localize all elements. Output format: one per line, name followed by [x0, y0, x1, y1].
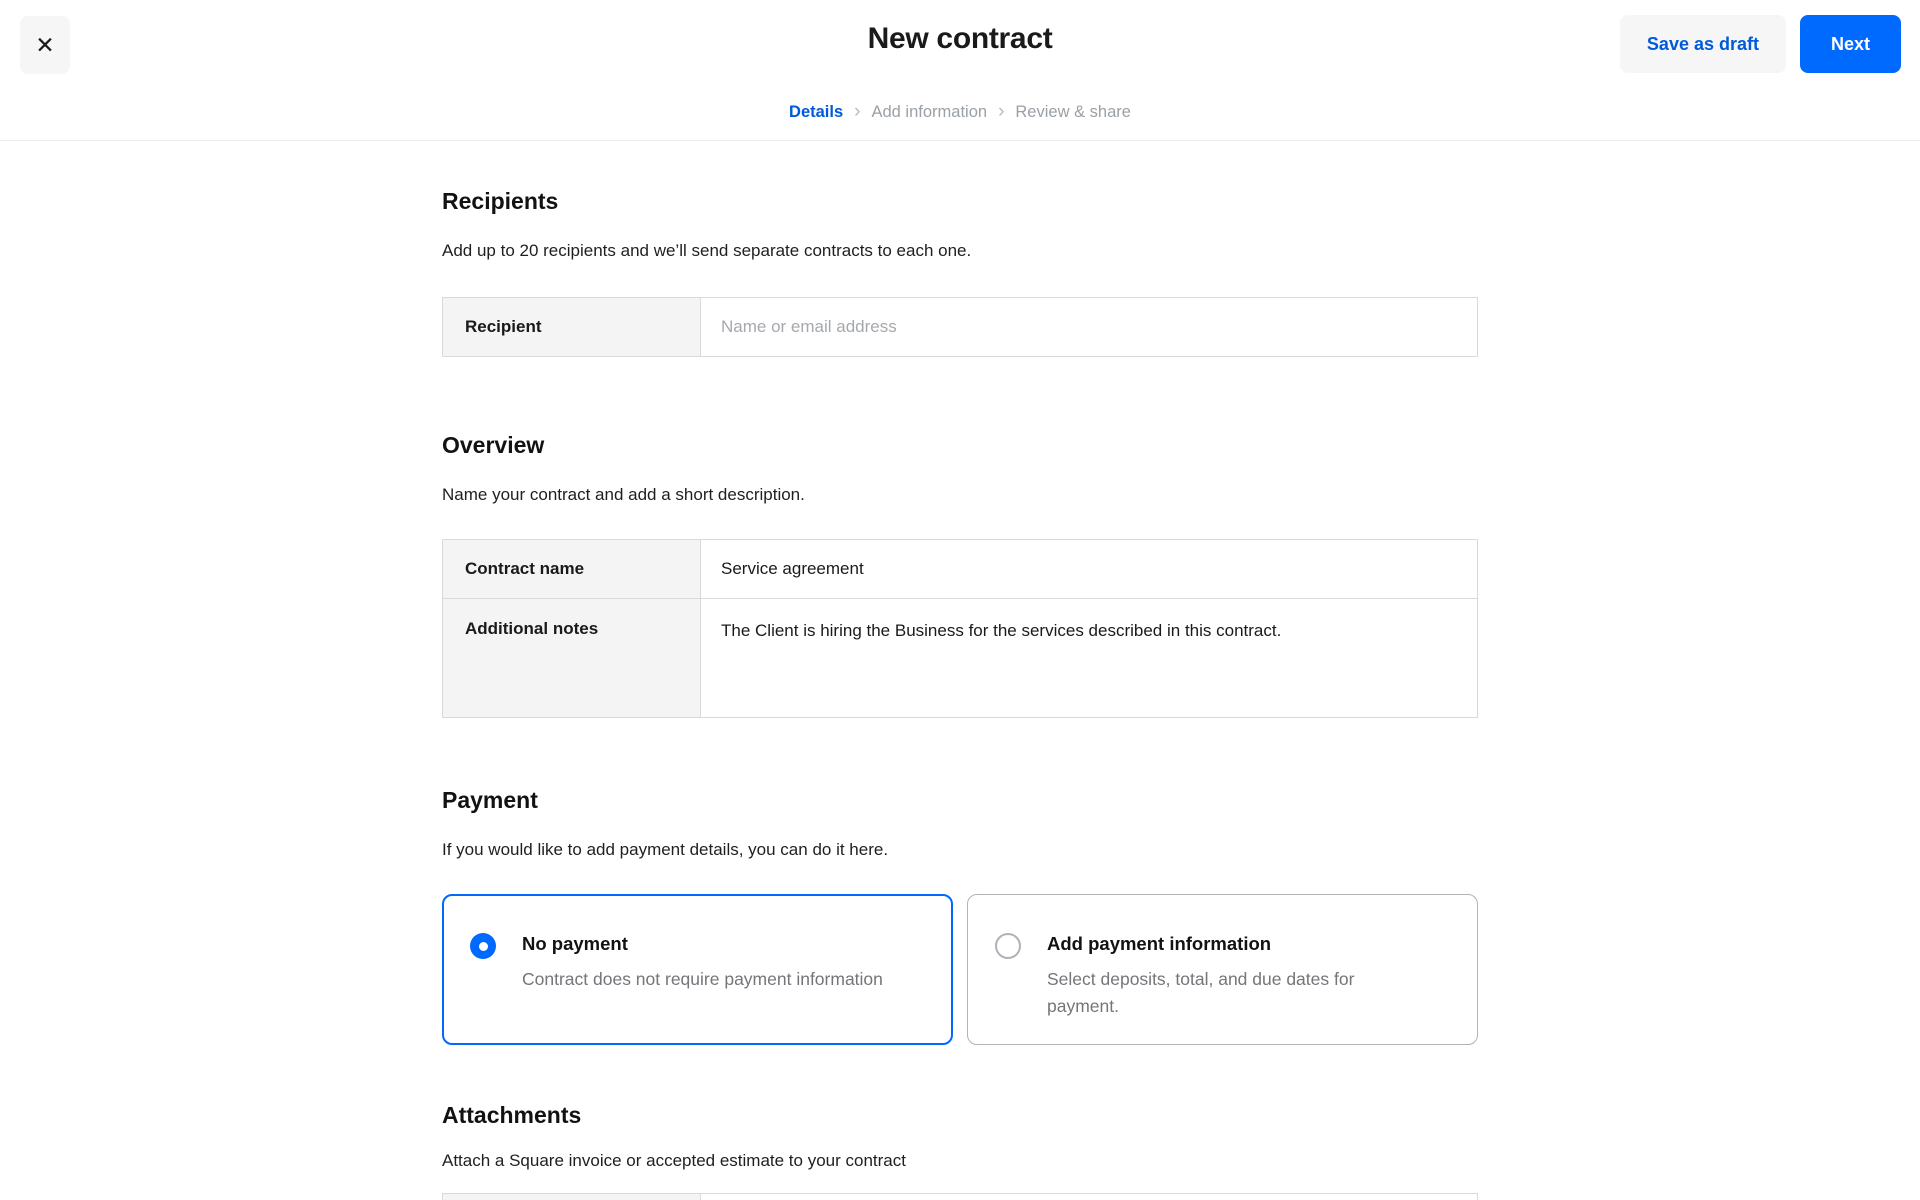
recipient-field-row	[442, 297, 1478, 357]
recipient-field-label: Recipient	[443, 298, 701, 356]
step-breadcrumb	[0, 103, 1920, 122]
chevron-right-icon: ›	[998, 101, 1005, 122]
save-as-draft-button[interactable]: Save as draft	[1620, 15, 1786, 73]
overview-heading: Overview	[442, 432, 545, 458]
contract-form	[442, 141, 1478, 1200]
no-payment-description: Contract does not require payment information	[522, 969, 883, 989]
payment-description: If you would like to add payment details, you can do it here.	[442, 840, 889, 859]
attachments-heading: Attachments	[442, 1102, 582, 1128]
contract-name-row	[443, 540, 1477, 598]
contract-name-input[interactable]	[721, 559, 1457, 579]
recipients-description: Add up to 20 recipients and we’ll send separate contracts to each one.	[442, 241, 972, 260]
payment-heading: Payment	[442, 787, 538, 813]
attachments-description: Attach a Square invoice or accepted estimate to your contract	[442, 1151, 906, 1170]
add-payment-option-card[interactable]	[967, 894, 1478, 1045]
contract-name-label: Contract name	[443, 540, 701, 598]
chevron-right-icon: ›	[854, 101, 861, 122]
next-button[interactable]: Next	[1800, 15, 1901, 73]
step-review-share: Review & share	[1015, 103, 1131, 121]
additional-notes-label: Additional notes	[443, 599, 701, 717]
add-payment-description: Select deposits, total, and due dates for payment.	[1047, 969, 1355, 1016]
no-payment-title: No payment	[522, 933, 628, 954]
topbar-actions	[1620, 15, 1901, 73]
payment-options	[442, 894, 1478, 1045]
radio-unselected-icon[interactable]	[995, 933, 1021, 959]
close-icon: ✕	[35, 31, 55, 58]
overview-table	[442, 539, 1478, 718]
attachment-value[interactable]	[701, 1194, 1477, 1200]
page-title: New contract	[867, 22, 1053, 55]
overview-description: Name your contract and add a short description.	[442, 485, 805, 504]
additional-notes-row	[443, 598, 1477, 717]
attachment-row	[443, 1194, 1477, 1200]
step-details[interactable]: Details	[789, 103, 844, 121]
no-payment-option-card[interactable]	[442, 894, 953, 1045]
recipients-heading: Recipients	[442, 188, 559, 214]
top-bar	[0, 0, 1920, 141]
recipient-input[interactable]	[721, 317, 1457, 337]
attachment-label	[443, 1194, 701, 1200]
additional-notes-input[interactable]	[721, 619, 1457, 699]
attachments-table	[442, 1193, 1478, 1200]
radio-selected-icon[interactable]	[470, 933, 496, 959]
step-add-information: Add information	[871, 103, 988, 121]
add-payment-title: Add payment information	[1047, 933, 1272, 954]
